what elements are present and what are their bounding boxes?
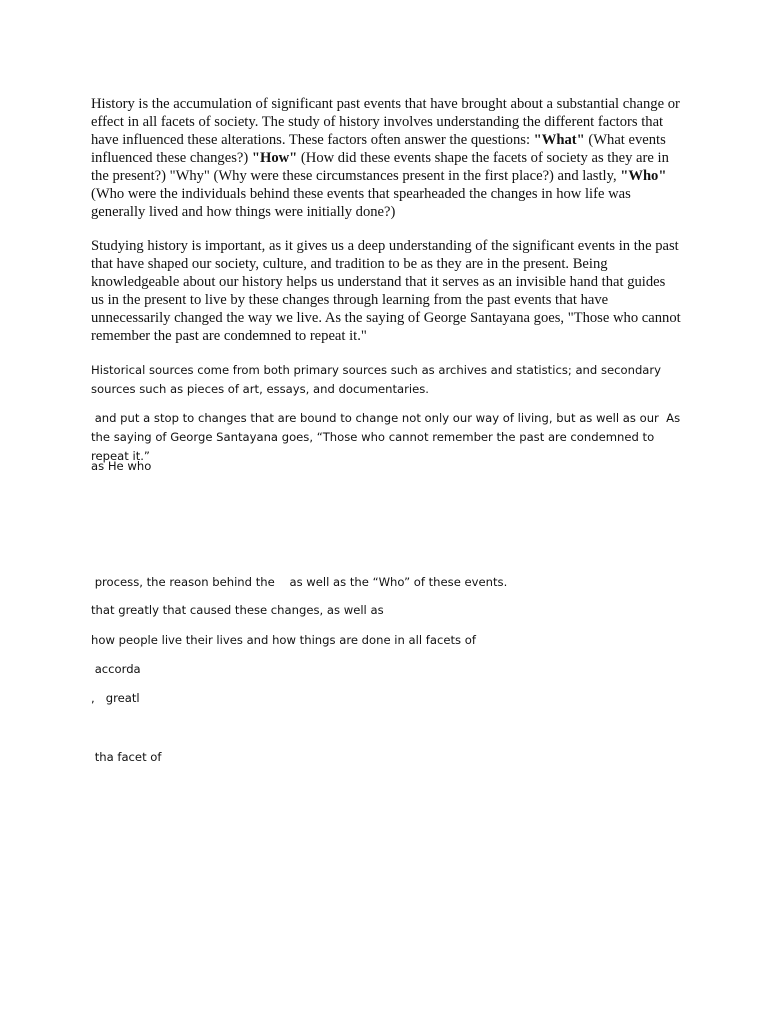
who-keyword: "Who" <box>620 168 667 184</box>
intro-text-3: (How did these events shape the facets of society as they are in the present?) "Why" (Why were these circumstances present in the first place?) and lastly, <box>91 150 669 184</box>
santayana-paragraph: and put a stop to changes that are bound to change not only our way of living, but as well as our As the saying of George Santayana goes, “Those who cannot remember the past are condemned to repeat it.” <box>91 411 684 463</box>
sources-paragraph: Historical sources come from both primary sources such as archives and statistics; and secondary sources such as pieces of art, essays, and documentaries. <box>91 363 665 396</box>
intro-paragraph <box>91 95 681 221</box>
intro-text-1: History is the accumulation of significant past events that have brought about a substantial change or effect in all facets of society. The study of history involves understanding the different factors that have influenced these alterations. These factors often answer the questions: <box>91 96 680 148</box>
fragment-line: process, the reason behind the as well as the “Who” of these events. <box>91 575 508 589</box>
intro-text-2: (What events influenced these changes?) <box>91 132 666 166</box>
fragment-line: , greatl <box>91 691 140 705</box>
fragment-line: how people live their lives and how things are done in all facets of <box>91 633 476 647</box>
how-keyword: "How" <box>251 150 298 166</box>
fragment-line: tha facet of <box>91 750 162 764</box>
what-keyword: "What" <box>533 132 585 148</box>
intro-text-4: (Who were the individuals behind these events that spearheaded the changes in how life was generally lived and how things were initially done?) <box>91 186 631 220</box>
importance-paragraph: Studying history is important, as it gives us a deep understanding of the significant events in the past that have shaped our society, culture, and tradition to be as they are in the present. Being knowledgeable about our history helps us understand that it serves as an invisible hand that guides us in the present to live by these changes through learning from the past events that have unnecessarily changed the way we live. As the saying of George Santayana goes, "Those who cannot remember the past are condemned to repeat it." <box>91 238 681 344</box>
fragment-line: as He who <box>91 459 152 473</box>
fragment-line: accorda <box>91 662 141 676</box>
fragment-line: that greatly that caused these changes, as well as <box>91 603 384 617</box>
